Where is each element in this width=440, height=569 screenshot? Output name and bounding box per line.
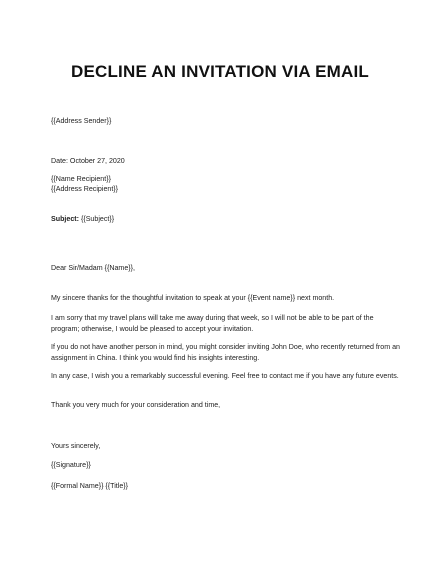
paragraph-thanks: My sincere thanks for the thoughtful invitation to speak at your {{Event name}} next month. [51, 294, 335, 302]
closing: Yours sincerely, [51, 442, 101, 450]
subject-value: {{Subject}} [78, 215, 115, 223]
document-title: DECLINE AN INVITATION VIA EMAIL [70, 62, 370, 81]
address-sender: {{Address Sender}} [51, 117, 112, 125]
address-recipient: {{Address Recipient}} [51, 185, 119, 193]
formal-name-title: {{Formal Name}} {{Title}} [51, 482, 129, 490]
signature: {{Signature}} [51, 461, 91, 469]
paragraph-decline: I am sorry that my travel plans will take me away during that week, so I will not be able to be part of the program; otherwise, I would be pleased to accept your invitation. [51, 314, 374, 333]
subject-label: Subject: [51, 215, 79, 223]
letter-date: Date: October 27, 2020 [51, 157, 125, 165]
name-recipient: {{Name Recipient}} [51, 175, 111, 183]
salutation: Dear Sir/Madam {{Name}}, [51, 264, 135, 272]
paragraph-wishes: In any case, I wish you a remarkably successful evening. Feel free to contact me if you have any future events. [51, 372, 399, 380]
paragraph-suggestion: If you do not have another person in mind, you might consider inviting John Doe, who recently returned from an assignment in China. I think you would find his insights interesting. [51, 343, 400, 362]
subject-line [51, 214, 401, 225]
paragraph-thank-you: Thank you very much for your consideration and time, [51, 401, 221, 409]
